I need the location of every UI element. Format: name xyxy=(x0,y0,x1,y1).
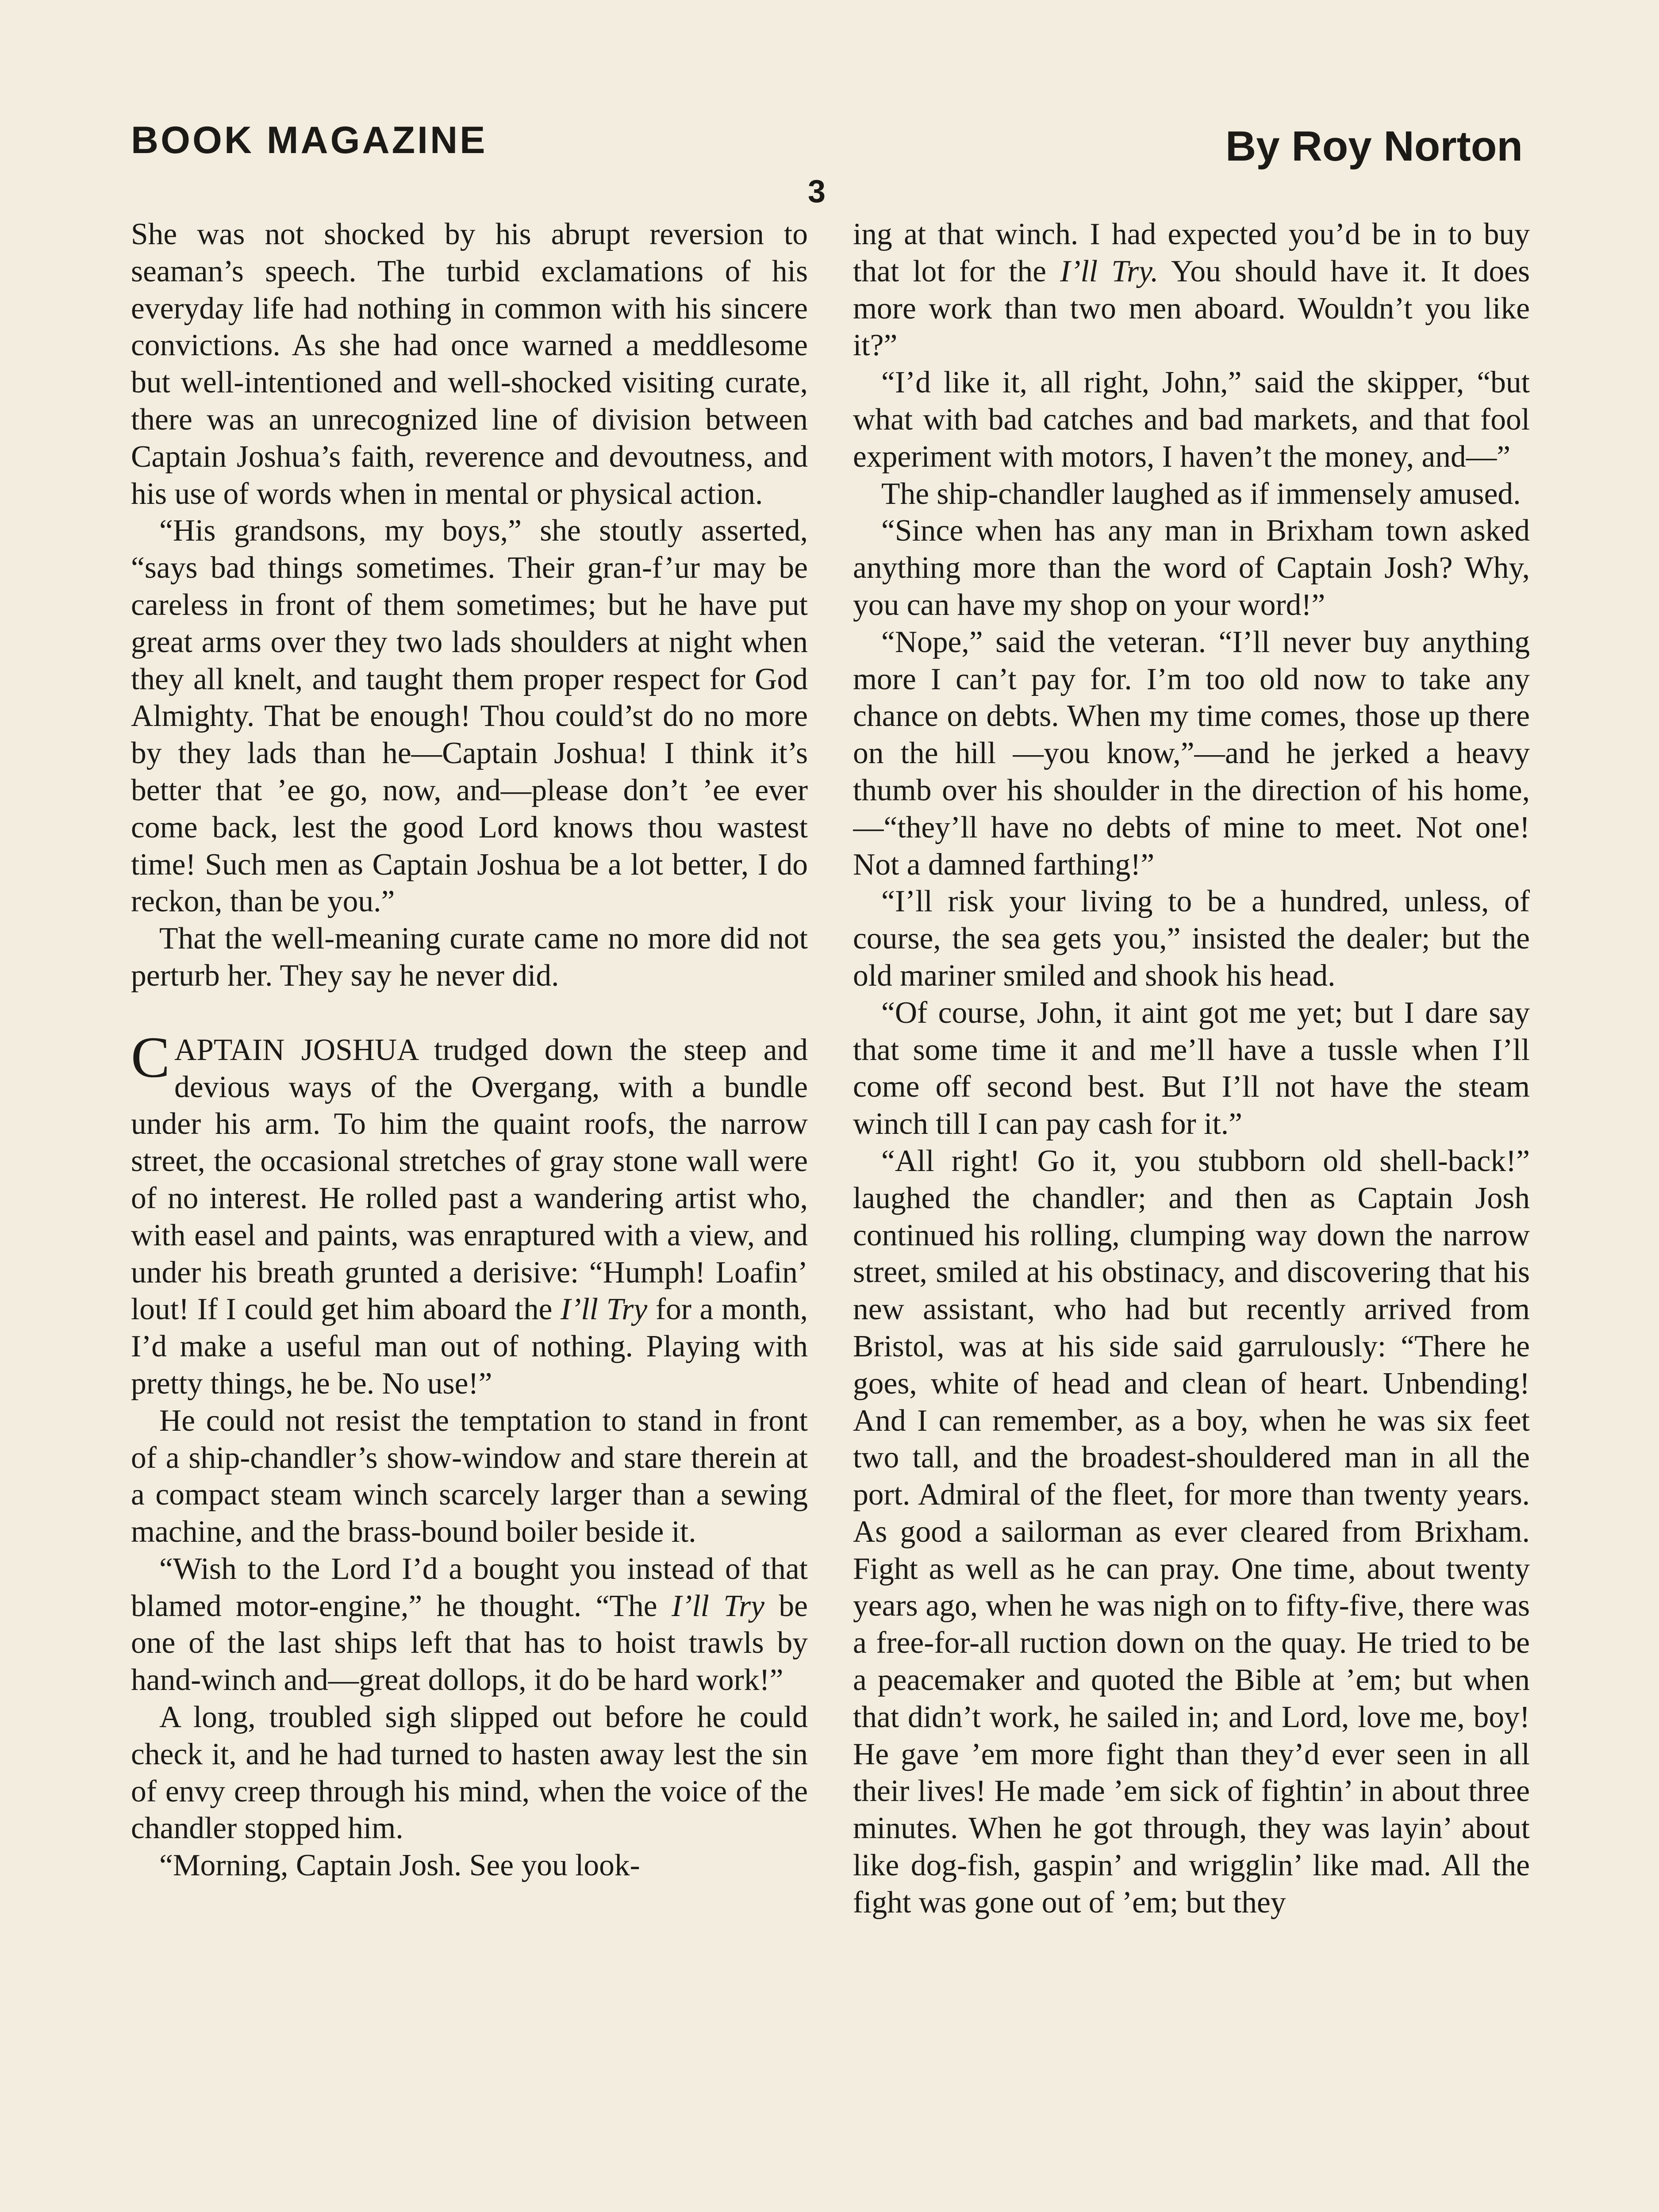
paragraph-text: be one of the last ships left that has to hoist trawls by hand-winch and—great dollops, it do be hard work!” xyxy=(131,1589,808,1697)
paragraph: “Morning, Captain Josh. See you look- xyxy=(159,1848,640,1883)
paragraph: “Nope,” said the veteran. “I’ll never buy anything more I can’t pay for. I’m too old now to take any chance on debts. When my time comes, those up there on the hill —you know,”—and he jerked a heavy thumb over his shoulder in the direction of his home,—“they’ll have no debts of mine to meet. Not one! Not a damned farthing!” xyxy=(853,625,1530,882)
paragraph-text: for a month, I’d make a useful man out of nothing. Playing with pretty things, he be. No use!” xyxy=(131,1292,808,1401)
ship-name: I’ll Try xyxy=(561,1292,648,1327)
right-column xyxy=(853,216,1530,2212)
ship-name: I’ll Try. xyxy=(1060,254,1159,288)
paragraph: A long, troubled sigh slipped out before he could check it, and he had turned to hasten away lest the sin of envy creep through his mind, when the voice of the chandler stopped him. xyxy=(131,1700,808,1846)
left-column xyxy=(131,216,808,2212)
paragraph: “All right! Go it, you stubborn old shell-back!” laughed the chandler; and then as Captain Josh continued his rolling, clumping way down the narrow street, smiled at his obstinacy, and discovering that his new assistant, who had but recently arrived from Bristol, was at his side said garrulously: “There he goes, white of head and clean of heart. Unbending! And I can remember, as a boy, when he was six feet two tall, and the broadest-shouldered man in all the port. Admiral of the fleet, for more than twenty years. As good a sailorman as ever cleared from Brixham. Fight as well as he can pray. One time, about twenty years ago, when he was nigh on to fifty-five, there was a free-for-all ruction down on the quay. He tried to be a peacemaker and quoted the Bible at ’em; but when that didn’t work, he sailed in; and Lord, love me, boy! He gave ’em more fight than they’d ever seen in all their lives! He made ’em sick of fightin’ in about three minutes. When he got through, they was layin’ about like dog-fish, gaspin’ and wrigglin’ like mad. All the fight was gone out of ’em; but they xyxy=(853,1144,1530,1920)
drop-cap: C xyxy=(131,1024,170,1090)
paragraph xyxy=(853,216,1530,364)
paragraph xyxy=(131,1551,808,1699)
paragraph: That the well-meaning curate came no more did not perturb her. They say he never did. xyxy=(131,922,808,993)
page-number: 3 xyxy=(808,174,826,209)
paragraph: “His grandsons, my boys,” she stoutly asserted, “says bad things sometimes. Their gran-f’ur may be careless in front of them sometimes; but he have put great arms over they two lads shoulders at night when they all knelt, and taught them proper respect for God Almighty. That be enough! Thou could’st do no more by they lads than he—Captain Joshua! I think it’s better that ’ee go, now, and—please don’t ’ee ever come back, lest the good Lord knows thou wastest time! Such men as Captain Joshua be a lot better, I do reckon, than be you.” xyxy=(131,514,808,919)
ship-name: I’ll Try xyxy=(672,1589,765,1623)
paragraph: The ship-chandler laughed as if immensely amused. xyxy=(881,476,1521,511)
paragraph-text: “Wish to the Lord I’d a bought you instead of that blamed motor-engine,” he thought. “The xyxy=(131,1551,808,1623)
paragraph-text: ing at that winch. I had expected you’d be in to buy that lot for the xyxy=(853,217,1530,288)
paragraph-text: APTAIN JOSHUA trudged down the steep and devious ways of the Overgang, with a bundle under his arm. To him the quaint roofs, the narrow street, the occasional stretches of gray stone wall were of no interest. He rolled past a wandering artist who, with easel and paints, was enraptured with a view, and under his breath grunted a derisive: “Humph! Loafin’ lout! If I could get him aboard the xyxy=(131,1033,808,1327)
magazine-title: BOOK MAGAZINE xyxy=(131,119,488,161)
paragraph-section-start xyxy=(131,1024,808,1402)
paragraph-text: You should have it. It does more work than two men aboard. Wouldn’t you like it?” xyxy=(853,254,1530,363)
paragraph: “I’ll risk your living to be a hundred, unless, of course, the sea gets you,” insisted the dealer; but the old mariner smiled and shook his head. xyxy=(853,884,1530,993)
paragraph: “Of course, John, it aint got me yet; but I dare say that some time it and me’ll have a tussle when I’ll come off second best. But I’ll not have the steam winch till I can pay cash for it.” xyxy=(853,995,1530,1141)
paragraph: He could not resist the temptation to stand in front of a ship-chandler’s show-window and stare therein at a compact steam winch scarcely larger than a sewing machine, and the brass-bound boiler beside it. xyxy=(131,1403,808,1549)
author-byline: By Roy Norton xyxy=(1225,123,1523,170)
paragraph: “I’d like it, all right, John,” said the skipper, “but what with bad catches and bad markets, and that fool experiment with motors, I haven’t the money, and—” xyxy=(853,365,1530,474)
paragraph: “Since when has any man in Brixham town asked anything more than the word of Captain Josh? Why, you can have my shop on your word!” xyxy=(853,514,1530,622)
paragraph: She was not shocked by his abrupt reversion to seaman’s speech. The turbid exclamations of his everyday life had nothing in common with his sincere convictions. As she had once warned a meddlesome but well-intentioned and well-shocked visiting curate, there was an unrecognized line of division between Captain Joshua’s faith, reverence and devoutness, and his use of words when in mental or physical action. xyxy=(131,217,808,511)
